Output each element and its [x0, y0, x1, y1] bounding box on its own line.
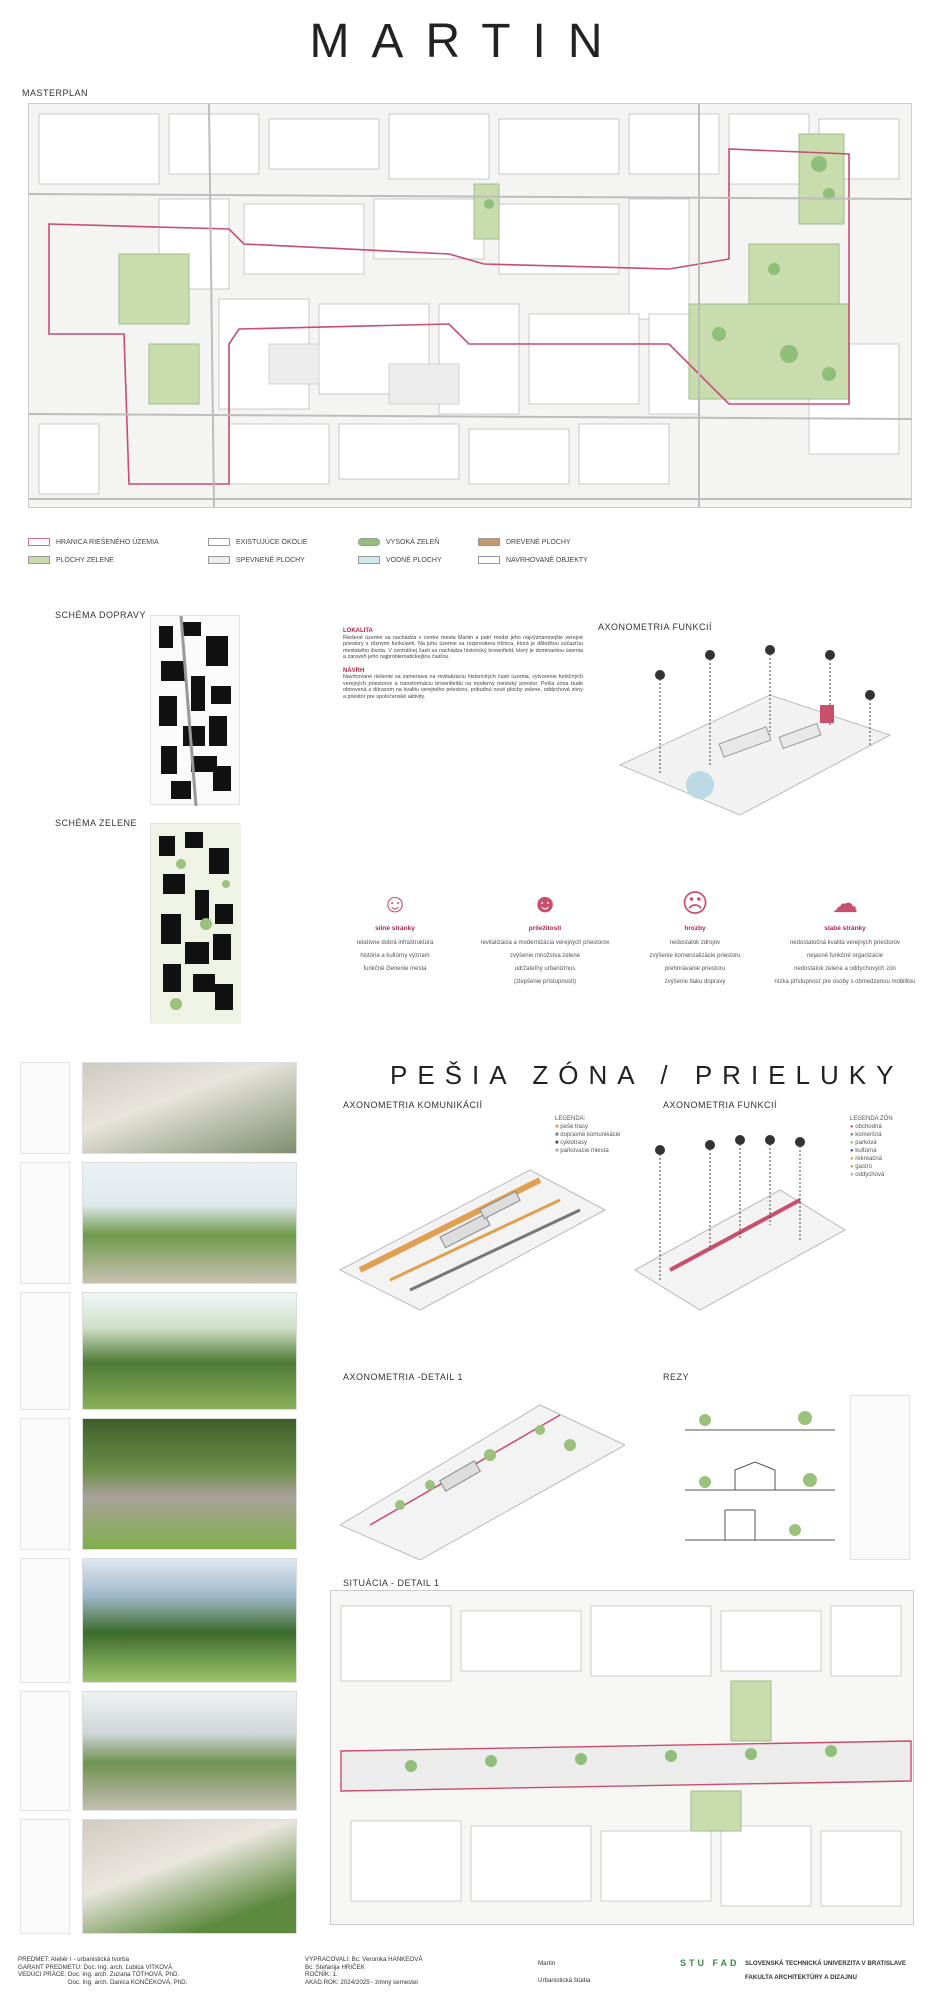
swot-weaknesses: ☁ slabé stránky nedostatočná kvalita verejných priestorov nejasné funkčné organizácie nedostatok zelene a oddychových zón nízka prístupnosť pre osoby s obmedzenou mobilitou [770, 888, 920, 992]
axo-functions2-image [630, 1130, 850, 1350]
masterplan-legend [28, 538, 628, 564]
legend-swatch [28, 538, 50, 546]
legend-item: ■ parkovacie miesta [555, 1148, 609, 1154]
legend-swatch [358, 556, 380, 564]
render-photo [82, 1418, 297, 1550]
scheme-traffic-image [150, 615, 240, 805]
render-gallery [20, 1062, 300, 1934]
legend-item: SPEVNENÉ PLOCHY [208, 556, 358, 564]
axo-detail-image [340, 1385, 625, 1560]
legend-item: NAVRHOVANÉ OBJEKTY [478, 556, 628, 564]
location-thumb [20, 1558, 70, 1683]
render-photo [82, 1292, 297, 1410]
legend-item: VODNÉ PLOCHY [358, 556, 478, 564]
axo-functions-image [600, 635, 910, 845]
legend-item: VYSOKÁ ZELEŇ [358, 538, 478, 546]
legend-item: DREVENÉ PLOCHY [478, 538, 628, 546]
legend-item: ● rekreačná [850, 1156, 882, 1162]
footer-course: PREDMET: Ateliér I - urbanistická tvorba GARANT PREDMETU: Doc. Ing. arch. Ľubica VITKOVÁ VEDÚCI PRÁCE: Doc. Ing. arch. Zuzana TÓTHOVÁ, PhD. Doc. Ing. arch. Danica KONČEKOVÁ, PhD. [18, 1956, 188, 1986]
masterplan-label: MASTERPLAN [22, 88, 89, 98]
axo-detail-label: AXONOMETRIA -DETAIL 1 [343, 1372, 464, 1382]
scheme-traffic-label: SCHÉMA DOPRAVY [55, 610, 146, 620]
axo-communications-label: AXONOMETRIA KOMUNIKÁCIÍ [343, 1100, 483, 1110]
axo-functions2-label: AXONOMETRIA FUNKCIÍ [663, 1100, 778, 1110]
render-photo [82, 1062, 297, 1154]
legend-swatch [478, 556, 500, 564]
scheme-green-label: SCHÉMA ZELENE [55, 818, 138, 828]
page-title: MARTIN [309, 15, 625, 68]
render-photo [82, 1819, 297, 1934]
legend-swatch [358, 538, 380, 546]
legend-item: ■ cyklotrasy [555, 1140, 587, 1146]
footer-authors: VYPRACOVALI: Bc. Veronika HANKEOVÁ Bc. Stefanija HRIČEK ROČNÍK: 1. AKAD.ROK: 2024/2025 - zimný semester [305, 1956, 423, 1986]
swot-strengths: ☺ silné stránky relatívne dobrá infraštruktúra história a kultúrny význam funkčné členenie mesta [320, 888, 470, 992]
swot-section [320, 888, 920, 992]
render-photo [82, 1162, 297, 1284]
pedestrian-zone-title: PEŠIA ZÓNA / PRIELUKY [390, 1060, 904, 1090]
location-thumb [20, 1062, 70, 1154]
legend-item: PLOCHY ZELENE [28, 556, 208, 564]
sections-image [685, 1390, 835, 1550]
legend-swatch [208, 556, 230, 564]
zones-legend: LEGENDA ZÓN ● obchodná ● komerčná ● parková ● kultúrna ● rekreačná ● gastro ● oddychová [850, 1116, 893, 1178]
render-photo [82, 1558, 297, 1683]
scheme-green-image [150, 823, 240, 1023]
stu-logo: STU FAD [680, 1958, 740, 1968]
sections-label: REZY [663, 1372, 690, 1382]
person-icon: ☻ [531, 888, 559, 918]
location-thumb [20, 1418, 70, 1550]
legend-item: ● kultúrna [850, 1148, 877, 1154]
swot-opportunities: ☻ príležitosti revitalizácia a modernizácia verejných priestorov zvýšenie množstva zelene udržateľný urbanizmus (zlepšenie prístupnosti) [470, 888, 620, 992]
situation-label: SITUÁCIA - DETAIL 1 [343, 1578, 440, 1588]
person-icon: ☺ [381, 888, 409, 918]
legend-item: EXISTUJÚCE OKOLIE [208, 538, 358, 546]
legend-swatch [208, 538, 230, 546]
axo-communications-image [330, 1150, 610, 1320]
legend-item: ● gastro [850, 1164, 872, 1170]
render-photo [82, 1691, 297, 1811]
swot-threats: ☹ hrozby nedostatok zdrojov zvýšenie komercializácie priestoru prehnrávanie priestoru zvýšenie tlaku dopravy [620, 888, 770, 992]
person-icon: ☁ [832, 888, 858, 918]
location-thumb [20, 1819, 70, 1934]
legend-swatch [28, 556, 50, 564]
legend-item: HRANICA RIEŠENÉHO ÚZEMIA [28, 538, 208, 546]
section-locator-map [850, 1395, 910, 1560]
axo-functions-label: AXONOMETRIA FUNKCIÍ [598, 622, 713, 632]
location-thumb [20, 1162, 70, 1284]
legend-item: ● parková [850, 1140, 877, 1146]
communications-legend: LEGENDA: ■ peše trasy ■ dopravné komunikácie ■ cyklotrasy ■ parkovacie miesta [555, 1116, 621, 1154]
masterplan-map [28, 103, 912, 508]
situation-map [330, 1590, 914, 1925]
location-thumb [20, 1292, 70, 1410]
text-lokalita: LOKALITA Riešené územie sa nachádza v centre mesta Martin a patrí medzi jeho najvýznamnejšie verejné priestory s rôznymi funkciami. Na juhu územie sa rozprestiera tržnica, ktorá je dôležitou súčasťou mestského života. V centrálnej časti sa nachádza historický brownfield, ktorý je dominantou územia a zároveň jeho najproblematickejšou časťou. NÁVRH Navrhované riešenie sa zameriava na revitalizáciu historických častí územia, vytvorenie funkčných verejných priestorov a transformáciu brownfieldu na moderný mestský priestor. Pešia zóna bude obnovená s dôrazom na kvalitu verejného priestoru, pribudnú nové plochy zelene, oddychové zóny a priestor pre spoločenské aktivity. [343, 628, 583, 700]
legend-item: ● oddychová [850, 1172, 885, 1178]
legend-item: ■ peše trasy [555, 1124, 588, 1130]
footer-project: Martin Urbanistická štúdia [538, 1960, 591, 1984]
legend-item: ● komerčná [850, 1132, 882, 1138]
legend-swatch [478, 538, 500, 546]
legend-item: ● obchodná [850, 1124, 882, 1130]
legend-item: ■ dopravné komunikácie [555, 1132, 621, 1138]
person-icon: ☹ [681, 888, 709, 918]
location-thumb [20, 1691, 70, 1811]
footer-university: SLOVENSKÁ TECHNICKÁ UNIVERZITA V BRATISLAVE FAKULTA ARCHITEKTÚRY A DIZAJNU [745, 1960, 906, 1981]
